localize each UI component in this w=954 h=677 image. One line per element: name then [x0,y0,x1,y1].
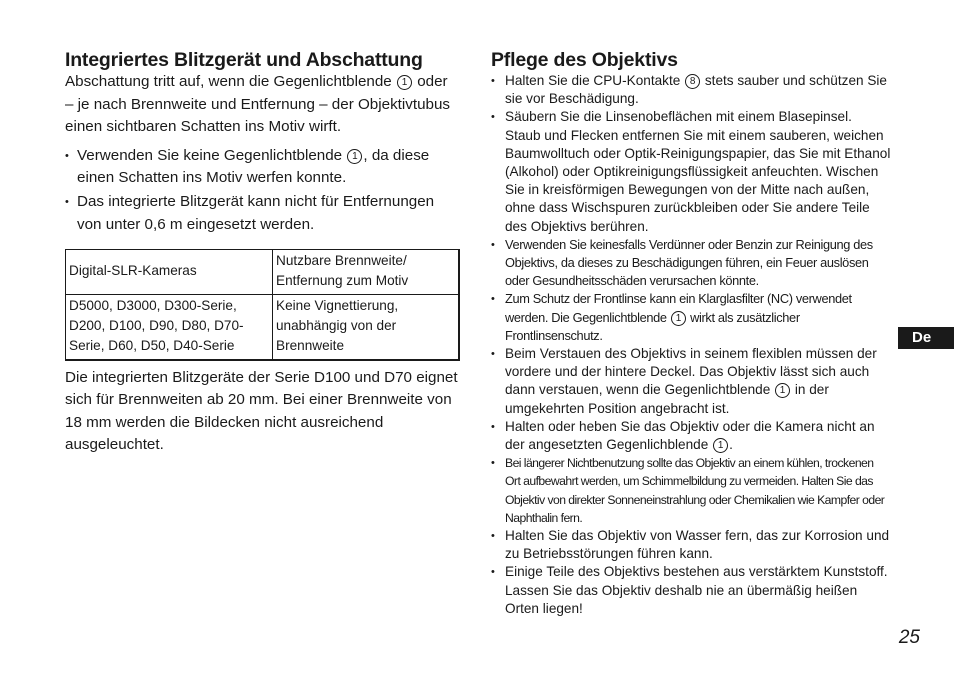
lens-care-list [491,72,891,618]
lens-hood-callout-icon: 1 [671,311,686,326]
table-header-cell: Digital-SLR-Kameras [66,250,273,295]
list-item-text: Einige Teile des Objektivs bestehen aus verstärktem Kunststoff. Lassen Sie das Objektiv deshalb nie an übermäßig heißen Orten liegen! [505,564,888,616]
section-heading-lens-care: Pflege des Objektivs [491,49,678,71]
list-item-text: stets sauber und schützen Sie sie vor Beschädigung. [505,73,887,107]
lens-hood-callout-icon: 1 [713,438,728,453]
left-column [65,49,460,457]
list-item [491,563,891,618]
list-item-text: Zum Schutz der Frontlinse kann ein Klarglasfilter (NC) verwendet werden. Die Gegenlichtblende [505,291,852,325]
intro-text-post: oder – je nach Brennweite und Entfernung – der Objektivtubus einen sichtbaren Schatten ins Motiv wirft. [65,73,450,136]
table-row [66,294,460,359]
section-heading-flash-vignetting: Integriertes Blitzgerät und Abschattung [65,49,423,71]
lens-hood-callout-icon: 1 [397,75,412,90]
list-item-text: Säubern Sie die Linsenobeflächen mit einem Blasepinsel. Staub und Flecken entfernen Sie mit einem sauberen, weichen Baumwolltuch oder Optik-Reinigungspapier, das Sie mit Ethanol (Alkohol) oder Optikreinigungsflüssigkeit anfeuchten. Wischen Sie in kreisförmigen Bewegungen von der Mitte nach außen, ohne dass Wischspuren zurückbleiben oder Sie andere Teile des Objektivs berühren. [505,109,891,234]
list-item-text: Beim Verstauen des Objektivs in seinem flexiblen müssen der vordere und der hintere Deckel. Das Objektiv lässt sich auch dann verstauen, wenn die Gegenlichtblende [505,346,877,398]
list-item [491,345,891,418]
list-item [491,72,891,108]
list-item-text: wirkt als zusätzlicher Frontlinsenschutz. [505,309,800,343]
list-item-text: . [729,437,733,453]
table-cell: D5000, D3000, D300-Serie, D200, D100, D90, D80, D70-Serie, D60, D50, D40-Serie [66,294,273,359]
list-item [65,191,460,236]
intro-text-pre: Abschattung tritt auf, wenn die Gegenlichtblende [65,73,392,90]
language-tab: De [898,327,954,349]
table-cell: Keine Vignettierung, unabhängig von der Brennweite [273,294,460,359]
list-item [491,236,891,291]
table-header-row [66,250,460,295]
flash-notes-list [65,145,460,236]
intro-paragraph [65,71,460,139]
cpu-contacts-callout-icon: 8 [685,74,700,89]
list-item [491,290,891,345]
lens-hood-callout-icon: 1 [775,383,790,398]
list-item-text: Das integrierte Blitzgerät kann nicht für Entfernungen von unter 0,6 m eingesetzt werden. [77,192,435,233]
list-item-text: Verwenden Sie keine Gegenlichtblende [77,146,343,164]
list-item-text: Halten Sie das Objektiv von Wasser fern, das zur Korrosion und zu Betriebsstörungen führen kann. [505,528,890,562]
list-item-text: Halten oder heben Sie das Objektiv oder die Kamera nicht an der angesetzten Gegenlichblende [505,418,875,453]
list-item [491,527,891,563]
closing-paragraph: Die integrierten Blitzgeräte der Serie D100 und D70 eignet sich für Brennweiten ab 20 mm. Bei einer Brennweite von 18 mm werden die Bildecken nicht ausreichend ausgeleuchtet. [65,368,458,454]
page-number: 25 [898,627,920,648]
camera-compatibility-table [65,249,460,360]
list-item [491,454,891,527]
list-item-text: in der umgekehrten Position angebracht ist. [505,382,829,416]
list-item [65,145,460,190]
list-item [491,108,891,235]
list-item-text: Halten Sie die CPU-Kontakte [505,73,681,88]
lens-hood-callout-icon: 1 [347,149,362,164]
list-item-text: Verwenden Sie keinesfalls Verdünner oder Benzin zur Reinigung des Objektivs, da dieses zu Beschädigungen führen, ein Feuer auslösen oder Gesundheitsschäden verursachen könnte. [505,236,873,289]
list-item [491,418,891,454]
list-item-text: , da diese einen Schatten ins Motiv werfen konnte. [77,146,430,187]
table-header-cell: Nutzbare Brennweite/ Entfernung zum Motiv [273,250,460,295]
list-item-text: Bei längerer Nichtbenutzung sollte das Objektiv an einem kühlen, trockenen Ort aufbewahrt werden, um Schimmelbildung zu vermeiden. Halten Sie das Objektiv von direkter Sonneneinstrahlung oder Chemikalien wie Kampfer oder Naphthalin fern. [505,456,885,525]
right-column [491,49,891,618]
